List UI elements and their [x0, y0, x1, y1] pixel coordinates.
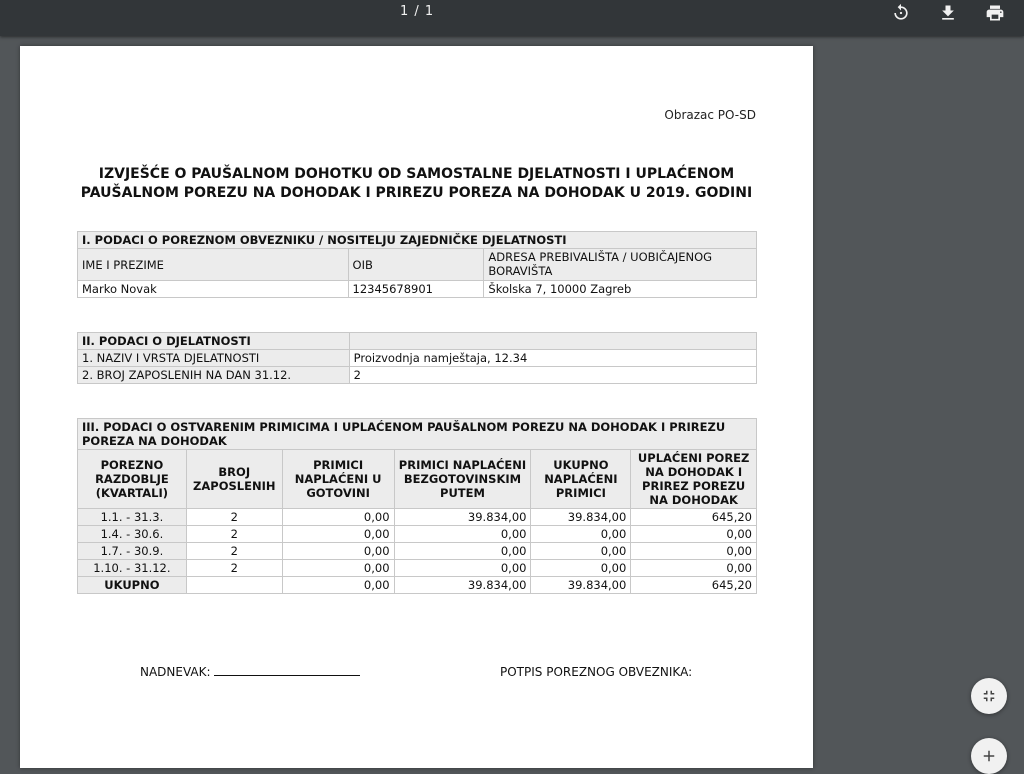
- row-total: 39.834,00: [531, 509, 631, 526]
- row-total: 0,00: [531, 543, 631, 560]
- title-line-1: IZVJEŠĆE O PAUŠALNOM DOHOTKU OD SAMOSTALNE DJELATNOSTI I UPLAĆENOM: [98, 166, 735, 182]
- col-total-header: UKUPNO NAPLAĆENI PRIMICI: [531, 450, 631, 509]
- activity-name-label: 1. NAZIV I VRSTA DJELATNOSTI: [78, 350, 350, 367]
- pdf-page: [20, 46, 813, 768]
- activity-name-value: Proizvodnja namještaja, 12.34: [349, 350, 756, 367]
- col-tax-header: UPLAĆENI POREZ NA DOHODAK I PRIREZ POREZU NA DOHODAK: [631, 450, 757, 509]
- totals-label: UKUPNO: [78, 577, 187, 594]
- row-cash: 0,00: [282, 509, 394, 526]
- activity-table: [77, 332, 757, 384]
- fit-page-button[interactable]: [971, 678, 1007, 714]
- totals-tax: 645,20: [631, 577, 757, 594]
- zoom-in-icon: [980, 747, 998, 765]
- signature-label: POTPIS POREZNOG OBVEZNIKA:: [500, 665, 693, 679]
- col-oib-header: OIB: [348, 249, 484, 281]
- download-button[interactable]: [928, 0, 968, 26]
- totals-noncash: 39.834,00: [394, 577, 531, 594]
- row-cash: 0,00: [282, 526, 394, 543]
- print-button[interactable]: [975, 0, 1015, 26]
- col-cash-header: PRIMICI NAPLAĆENI U GOTOVINI: [282, 450, 394, 509]
- col-noncash-header: PRIMICI NAPLAĆENI BEZGOTOVINSKIM PUTEM: [394, 450, 531, 509]
- table-row: [78, 509, 757, 526]
- section2-header: II. PODACI O DJELATNOSTI: [78, 333, 350, 350]
- row-employees: 2: [186, 526, 282, 543]
- download-icon: [938, 3, 958, 23]
- col-name-header: IME I PREZIME: [78, 249, 349, 281]
- date-label: NADNEVAK:: [140, 665, 211, 679]
- page-indicator: 1 / 1: [400, 4, 435, 19]
- col-period-header: POREZNO RAZDOBLJE (KVARTALI): [78, 450, 187, 509]
- row-noncash: 0,00: [394, 560, 531, 577]
- row-employees: 2: [186, 509, 282, 526]
- section1-header: I. PODACI O POREZNOM OBVEZNIKU / NOSITELJU ZAJEDNIČKE DJELATNOSTI: [78, 232, 757, 249]
- row-tax: 0,00: [631, 526, 757, 543]
- table-row: [78, 543, 757, 560]
- print-icon: [985, 3, 1005, 23]
- table-row: [78, 560, 757, 577]
- title-line-2: PAUŠALNOM POREZU NA DOHODAK I PRIREZU POREZA NA DOHODAK U 2019. GODINI: [80, 185, 753, 201]
- row-period: 1.1. - 31.3.: [78, 509, 187, 526]
- row-tax: 0,00: [631, 560, 757, 577]
- document-title: [80, 165, 753, 203]
- row-cash: 0,00: [282, 560, 394, 577]
- zoom-in-button[interactable]: [971, 738, 1007, 774]
- row-total: 0,00: [531, 560, 631, 577]
- taxpayer-name: Marko Novak: [78, 281, 349, 298]
- row-noncash: 0,00: [394, 543, 531, 560]
- row-noncash: 39.834,00: [394, 509, 531, 526]
- fit-page-icon: [980, 687, 998, 705]
- signature-field: [500, 665, 692, 679]
- col-address-header: ADRESA PREBIVALIŠTA / UOBIČAJENOG BORAVIŠTA: [484, 249, 757, 281]
- section3-header: III. PODACI O OSTVARENIM PRIMICIMA I UPLAĆENOM PAUŠALNOM POREZU NA DOHODAK I PRIREZU POREZA NA DOHODAK: [78, 419, 757, 450]
- row-employees: 2: [186, 560, 282, 577]
- row-cash: 0,00: [282, 543, 394, 560]
- totals-cash: 0,00: [282, 577, 394, 594]
- rotate-icon: [891, 3, 911, 23]
- taxpayer-address: Školska 7, 10000 Zagreb: [484, 281, 757, 298]
- row-total: 0,00: [531, 526, 631, 543]
- date-field: [140, 665, 360, 679]
- table-row: [78, 526, 757, 543]
- totals-total: 39.834,00: [531, 577, 631, 594]
- row-period: 1.10. - 31.12.: [78, 560, 187, 577]
- row-tax: 0,00: [631, 543, 757, 560]
- row-period: 1.7. - 30.9.: [78, 543, 187, 560]
- date-line: [214, 665, 360, 676]
- employees-label: 2. BROJ ZAPOSLENIH NA DAN 31.12.: [78, 367, 350, 384]
- employees-value: 2: [349, 367, 756, 384]
- income-table: [77, 418, 757, 594]
- viewer-toolbar: [0, 0, 1024, 36]
- row-tax: 645,20: [631, 509, 757, 526]
- rotate-button[interactable]: [881, 0, 921, 26]
- taxpayer-table: [77, 231, 757, 298]
- col-employees-header: BROJ ZAPOSLENIH: [186, 450, 282, 509]
- form-code: Obrazac PO-SD: [664, 108, 756, 122]
- totals-employees: [186, 577, 282, 594]
- taxpayer-oib: 12345678901: [348, 281, 484, 298]
- totals-row: [78, 577, 757, 594]
- row-noncash: 0,00: [394, 526, 531, 543]
- row-period: 1.4. - 30.6.: [78, 526, 187, 543]
- row-employees: 2: [186, 543, 282, 560]
